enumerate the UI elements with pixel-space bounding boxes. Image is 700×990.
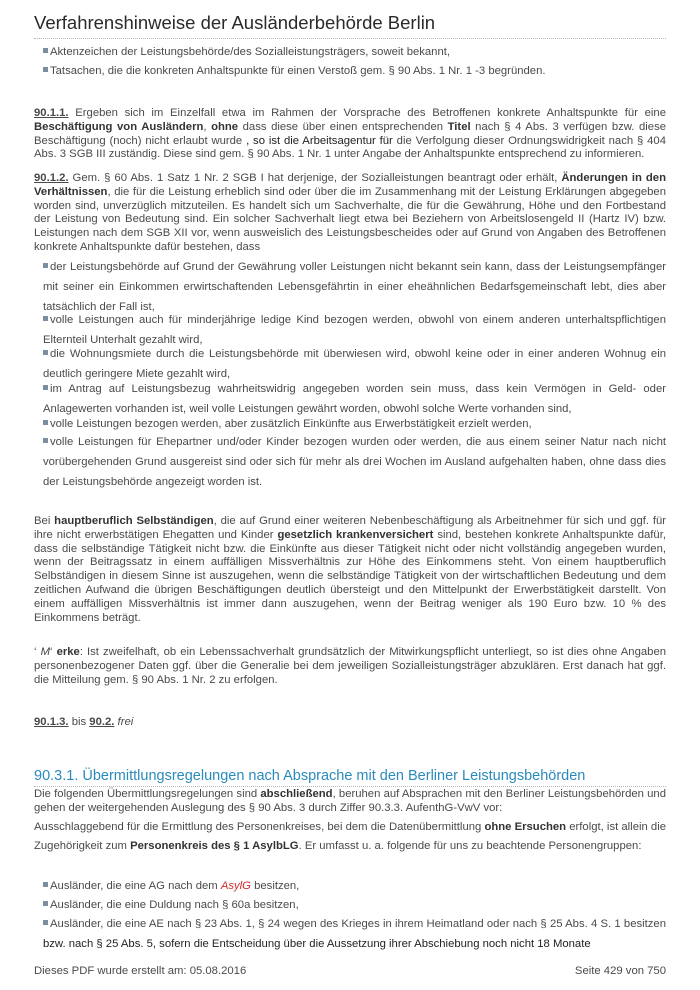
page-title: Verfahrenshinweise der Ausländerbehörde Berlin	[34, 12, 436, 33]
section-heading: 90.3.1. Übermittlungsregelungen nach Absprache mit den Berliner Leistungsbehörden	[34, 768, 586, 784]
header-divider	[34, 38, 666, 39]
bullet-icon	[43, 48, 48, 53]
list-item: Aktenzeichen der Leistungsbehörde/des Sozialleistungsträgers, soweit bekannt,	[43, 43, 666, 63]
bullet-icon	[43, 920, 48, 925]
list-item: Ausländer, die eine Duldung nach § 60a besitzen,	[43, 896, 666, 916]
section-number: 90.1.1.	[34, 107, 69, 119]
bullet-icon	[43, 420, 48, 425]
list-item: Ausländer, die eine AG nach dem AsylG besitzen,	[43, 877, 666, 897]
section-divider	[34, 786, 666, 787]
paragraph-uebermittlung: Die folgenden Übermittlungsregelungen sind abschließend, beruhen auf Absprachen mit den Berliner Leistungsbehörden und gehen der weitergehenden Auslegung des § 90 Abs. 3 durch Ziffer 90.3.3. AufenthG-VwV vor:	[34, 788, 666, 814]
section-number: 90.2.	[89, 716, 115, 728]
list-item: volle Leistungen für Ehepartner und/oder Kinder bezogen wurden oder werden, die aus einem seiner Natur nach nicht vorübergehenden Grund ausgereist sind oder sich für mehr als drei Wochen im Ausland aufgehalten haben, ohne dass dies der Leistungsbehörde angezeigt worden ist.	[43, 436, 666, 488]
paragraph-frei: 90.1.3. bis 90.2. frei	[34, 716, 134, 728]
section-number: 90.1.2.	[34, 172, 69, 184]
bullet-icon	[43, 385, 48, 390]
list-item: der Leistungsbehörde auf Grund der Gewährung voller Leistungen nicht bekannt sein kann, dass der Leistungsempfänger mit seiner ein Einkommen erwirtschaftenden Lebensgefährtin in einer eheähnlichen Bedarfsgemeinschaft lebt, dies aber tatsächlich der Fall ist,	[43, 261, 666, 313]
paragraph-selbstaendige: Bei hauptberuflich Selbständigen, die auf Grund einer weiteren Nebenbeschäftigung als Arbeitnehmer für sich und ggf. für ihre nicht erwerbstätigen Ehegatten und Kinder gesetzlich krankenversichert sind, bestehen konkrete Anhaltspunkte dafür, dass die selbständige Tätigkeit nicht bzw. die Einkünfte aus dieser Tätigkeit nicht oder nicht vollständig angegeben wurden, wenn der Beitragssatz in einem auffälligen Missverhältnis zur Höhe des Einkommens steht. Von einem hauptberuflich Selbständigen in diesem Sinne ist auszugehen, wenn die selbständige Tätigkeit von der wirtschaftlichen Bedeutung und dem zeitlichen Aufwand die übrigen Beschäftigungen deutlich übersteigt und den Mittelpunkt der Erwerbstätigkeit darstellt. Von einem auffälligen Missverhältnis ist immer dann auszugehen, wenn der Beitrag weniger als 190 Euro bzw. 10 % des Einkommens beträgt.	[34, 515, 667, 624]
list-item: Ausländer, die eine AE nach § 23 Abs. 1, § 24 wegen des Krieges in ihrem Heimatland oder nach § 25 Abs. 4 S. 1 besitzen bzw. nach § 25 Abs. 5, sofern die Entscheidung über die Aussetzung ihrer Abschiebung noch nicht 18 Monate	[43, 918, 666, 950]
list-item: volle Leistungen auch für minderjährige ledige Kind bezogen werden, obwohl von einem anderen unterhaltspflichtigen Elternteil Unterhalt gezahlt wird,	[43, 314, 666, 346]
paragraph-90-1-2: 90.1.2. Gem. § 60 Abs. 1 Satz 1 Nr. 2 SGB I hat derjenige, der Sozialleistungen beantragt oder erhält, Änderungen in den Verhältnissen, die für die Leistung erheblich sind oder über die im Zusammenhang mit der Leistung Erklärungen abgegeben worden sind, unverzüglich mitzuteilen. Es handelt sich um Sachverhalte, die für die Gewährung, Höhe und den Fortbestand der Leistung von Bedeutung sind. Ein solcher Sachverhalt liegt etwa bei Beziehern von Arbeitslosengeld II (Hartz IV) bzw. Leistungen nach dem SGB XII vor, wenn ausweislich des Leistungsbescheides oder auf Grund von Angaben des Betroffenen konkrete Anhaltspunkte dafür bestehen, dass	[34, 172, 666, 253]
list-item: im Antrag auf Leistungsbezug wahrheitswidrig angegeben worden sein muss, dass kein Vermögen in Geld- oder Anlagewerten vorhanden ist, weil volle Leistungen gewährt worden, obwohl solche Werte vorhanden sind,	[43, 383, 666, 415]
list-item: die Wohnungsmiete durch die Leistungsbehörde mit überwiesen wird, obwohl keine oder in einer anderen Wohnug ein deutlich geringere Miete gezahlt wird,	[43, 348, 666, 380]
section-number: 90.1.3.	[34, 716, 69, 728]
bullet-icon	[43, 882, 48, 887]
bullet-icon	[43, 67, 48, 72]
paragraph-90-1-1: 90.1.1. Ergeben sich im Einzelfall etwa im Rahmen der Vorsprache des Betroffenen konkrete Anhaltspunkte für eine Beschäftigung von Ausländern, ohne dass diese über einen entsprechenden Titel nach § 4 Abs. 3 verfügen bzw. diese Beschäftigung (noch) nicht erlaubt wurde , so ist die Arbeitsagentur für die Verfolgung dieser Ordnungswidrigkeit nach § 404 Abs. 3 SGB III zuständig. Diese sind gem. § 90 Abs. 1 Nr. 1 unter Angabe der Anhaltspunkte entsprechend zu informieren.	[34, 107, 666, 161]
list-item: volle Leistungen bezogen werden, aber zusätzlich Einkünfte aus Erwerbstätigkeit erzielt werden,	[43, 415, 666, 435]
footer-created-date: Dieses PDF wurde erstellt am: 05.08.2016	[34, 965, 247, 977]
paragraph-merke: ‘ M‘ erke: Ist zweifelhaft, ob ein Lebenssachverhalt grundsätzlich der Mitwirkungspflicht unterliegt, so ist dies ohne Angaben personenbezogener Daten ggf. über die Generalie bei dem jeweiligen Sozialleistungsträger abzuklären. Erst danach hat ggf. die Mitteilung gem. § 90 Abs. 1 Nr. 2 zu erfolgen.	[34, 646, 667, 686]
bullet-icon	[43, 350, 48, 355]
paragraph-personenkreis: Ausschlaggebend für die Ermittlung des Personenkreises, bei dem die Datenübermittlung ohne Ersuchen erfolgt, ist allein die Zugehörigkeit zum Personenkreis des § 1 AsylbLG. Er umfasst u. a. folgende für uns zu beachtende Personengruppen:	[34, 821, 666, 852]
bullet-icon	[43, 316, 48, 321]
bullet-icon	[43, 263, 48, 268]
list-item: Tatsachen, die die konkreten Anhaltspunkte für einen Verstoß gem. § 90 Abs. 1 Nr. 1 -3 begründen.	[43, 62, 666, 82]
asylg-link[interactable]: AsylG	[220, 880, 251, 892]
bullet-icon	[43, 901, 48, 906]
bullet-icon	[43, 438, 48, 443]
footer-page-number: Seite 429 von 750	[574, 965, 666, 977]
